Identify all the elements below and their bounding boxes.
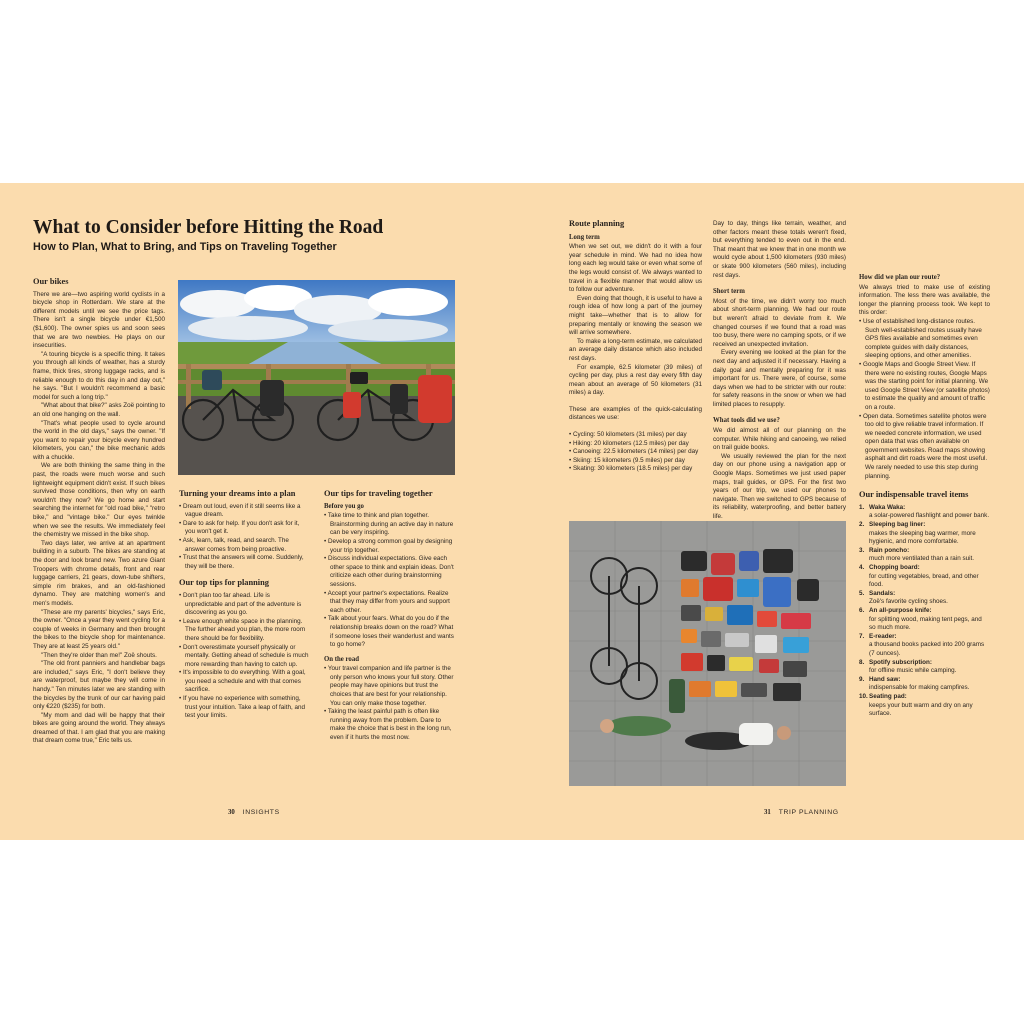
our-bikes-paragraph: "These are my parents' bicycles," says Eric, the owner. "Once a year they went cycling for a couple of weeks in Germany and then brought the bikes to the bicycle shop for maintenance. They are at least 25 years old." <box>33 608 165 650</box>
route-planning-column <box>569 220 702 474</box>
page-number: 30 <box>228 809 235 816</box>
list-item: • It's impossible to do everything. With a goal, you need a schedule and with that comes sacrifice. <box>179 669 309 695</box>
traveling-together-column <box>324 490 455 743</box>
left-page <box>0 183 512 840</box>
short-term-paragraph: Every evening we looked at the plan for the next day and adjusted it if necessary. Having a daily goal and mentally preparing for it was important for us. There were, of course, some days when we had to be stricter with our route: for safety reasons in the snow or when we had limited places to resupply. <box>713 349 846 408</box>
bikes-on-bridge-photo <box>178 280 455 475</box>
list-item: • Your travel companion and life partner is the only person who knows your full story. Other people may have opinions but trust the choices that are best for your relationship. You can only make those together. <box>324 665 455 708</box>
list-item: 8. Spotify subscription: for offline music while camping. <box>859 658 957 675</box>
dreams-list <box>179 503 309 572</box>
list-item: • Use of established long-distance routes. Such well-established routes usually have GPS files available and sometimes even complete guides with daily distances, sleeping options, and other amenities. <box>859 318 990 361</box>
list-item: • Trust that the answers will come. Suddenly, they will be there. <box>179 554 309 571</box>
list-item: 3. Rain poncho: much more ventilated than a rain suit. <box>859 546 975 563</box>
tools-heading: What tools did we use? <box>713 417 780 425</box>
examples-intro: These are examples of the quick-calculating distances we use: <box>569 405 702 422</box>
page-number: 31 <box>764 809 771 816</box>
list-item: • Skiing: 15 kilometers (9.5 miles) per day <box>569 457 702 466</box>
section-name: TRIP PLANNING <box>778 809 839 816</box>
on-the-road-list <box>324 665 455 742</box>
right-page-footer <box>764 809 839 816</box>
together-heading: Our tips for traveling together <box>324 489 433 498</box>
list-item: 2. Sleeping bag liner: makes the sleeping bag warmer, more hygienic, and more comfortable. <box>859 521 976 546</box>
our-bikes-paragraph: "A touring bicycle is a specific thing. It takes you through all kinds of weather, has a sturdy frame, thick tires, strong luggage racks, and is reliable enough to do this day in and day out," he says. "But I wouldn't recommend a basic model for such a long trip." <box>33 350 165 401</box>
list-item: 9. Hand saw: indispensable for making campfires. <box>859 675 970 692</box>
list-item: • Take time to think and plan together. Brainstorming during an active day in nature can be very inspiring. <box>324 512 455 538</box>
route-method-column <box>859 220 990 719</box>
short-term-heading: Short term <box>713 288 745 296</box>
page-title: What to Consider before Hitting the Road <box>33 217 384 238</box>
planning-tips-column <box>179 490 309 721</box>
our-bikes-heading: Our bikes <box>33 277 69 286</box>
list-item: • Don't plan too far ahead. Life is unpredictable and part of the adventure is discovering as you go. <box>179 592 309 618</box>
list-item: • Don't overestimate yourself physically or mentally. Getting ahead of schedule is much more rewarding than having to catch up. <box>179 644 309 670</box>
top-tips-list <box>179 592 309 721</box>
our-bikes-paragraph: Two days later, we arrive at an apartment building in a suburb. The bikes are standing at the door and look brand new. Two azure Giant Troopers with chrome details, front and rear luggage carriers, 21 gears, down-tube shifters, simple rim brakes, and an old-fashioned dynamo. They are matching women's and men's models. <box>33 539 165 607</box>
long-term-heading: Long term <box>569 233 600 241</box>
how-plan-heading: How did we plan our route? <box>859 274 941 281</box>
right-page <box>512 183 1024 840</box>
list-item: • Ask, learn, talk, read, and search. The answer comes from being proactive. <box>179 537 309 554</box>
long-term-paragraph: Even doing that though, it is useful to have a rough idea of how long a part of the journey might take—whether that is to allow for preparing mentally or knowing the season we will arrive somewhere. <box>569 294 702 337</box>
long-term-paragraph: To make a long-term estimate, we calculated an average daily distance which also included rest days. <box>569 337 702 362</box>
list-item: • If you have no experience with something, trust your intuition. Take a leap of faith, and test your limits. <box>179 695 309 721</box>
short-term-paragraph: Most of the time, we didn't worry too much about short-term planning. We had our route but weren't afraid to deviate from it. We changed courses if we found that a road was too busy, there were no camping spots, or if we received an unexpected invitation. <box>713 297 846 348</box>
list-item: • Discuss individual expectations. Give each other space to think and explain ideas. Don't criticize each other during brainstorming sessions. <box>324 555 455 589</box>
long-term-paragraph: For example, 62.5 kilometer (39 miles) of cycling per day, plus a rest day every fifth day mean about an average of 50 kilometers (31 miles) a day. <box>569 363 702 397</box>
tools-paragraph: We usually reviewed the plan for the next day on our phone using a navigation app or Google Maps. Sometimes we just used paper maps, trail guides, or GPS. For the first two years of our trip, we used our phones to navigate. Then we switched to GPS because of its reliability, waterproofing, and better battery life. <box>713 452 846 520</box>
gear-flatlay-image <box>569 521 846 786</box>
top-tips-heading: Our top tips for planning <box>179 578 269 588</box>
list-item: 10. Seating pad: keeps your butt warm and dry on any surface. <box>859 692 973 718</box>
dreams-heading: Turning your dreams into a plan <box>179 489 296 498</box>
our-bikes-paragraph: "Then they're older than me!" Zoë shouts. <box>41 651 157 659</box>
our-bikes-paragraph: "What about that bike?" asks Zoë pointing to an old one hanging on the wall. <box>33 402 165 418</box>
bikes-on-bridge-image <box>178 280 455 475</box>
travel-items-list <box>859 504 990 719</box>
our-bikes-column <box>33 278 165 746</box>
list-item: 7. E-reader: a thousand books packed into 200 grams (7 ounces). <box>859 632 985 657</box>
section-name: INSIGHTS <box>242 809 280 816</box>
list-item: 4. Chopping board: for cutting vegetables, bread, and other food. <box>859 564 979 589</box>
before-you-go-heading: Before you go <box>324 502 364 510</box>
travel-items-heading: Our indispensable travel items <box>859 490 969 500</box>
list-item: 6. An all-purpose knife: for splitting wood, making tent pegs, and so much more. <box>859 606 982 632</box>
list-item: • Dream out loud, even if it still seems like a vague dream. <box>179 503 309 520</box>
list-item: • Google Maps and Google Street View. If there were no existing routes, Google Maps was the starting point for initial planning. We used Google Street View (or satellite photos) to estimate the quality and amount of traffic on a route. <box>859 361 990 413</box>
list-item: • Canoeing: 22.5 kilometers (14 miles) per day <box>569 448 702 457</box>
our-bikes-paragraph: "My mom and dad will be happy that their bikes are going around the world. They always dreamed of that. I am glad that you are making that dream come true," Eric tells us. <box>33 711 165 745</box>
list-item: • Hiking: 20 kilometers (12.5 miles) per day <box>569 440 702 449</box>
magazine-spread <box>0 183 1024 840</box>
list-item: • Cycling: 50 kilometers (31 miles) per day <box>569 431 702 440</box>
list-item: • Talk about your fears. What do you do if the relationship breaks down on the road? What if someone loses their wanderlust and wants to go home? <box>324 615 455 649</box>
tools-paragraph: We did almost all of our planning on the computer. While hiking and canoeing, we relied on trail guide books. <box>713 427 846 452</box>
short-term-column <box>713 220 846 522</box>
how-plan-list <box>859 318 990 481</box>
left-page-footer <box>228 809 280 816</box>
our-bikes-paragraph: "That's what people used to cycle around the world in the old days," says the owner. "If you want to repair your bicycle every hundred kilometers, you can," the bike mechanic adds with a chuckle. <box>33 419 165 461</box>
page-subtitle: How to Plan, What to Bring, and Tips on Traveling Together <box>33 241 337 253</box>
list-item: • Skating: 30 kilometers (18.5 miles) per day <box>569 465 702 474</box>
long-term-continued: Day to day, things like terrain, weather, and other factors meant these totals weren't fixed, but everything tended to even out in the end. That meant that we knew that in one month we would cycle about 1,500 kilometers (930 miles) or skate 900 kilometers (560 miles), including rest days. <box>713 220 846 279</box>
list-item: • Develop a strong common goal by designing your trip together. <box>324 538 455 555</box>
gear-flatlay-photo <box>569 521 846 786</box>
list-item: 5. Sandals: Zoë's favorite cycling shoes. <box>859 589 948 606</box>
list-item: 1. Waka Waka: a solar-powered flashlight and power bank. <box>859 503 990 520</box>
our-bikes-paragraph: We are both thinking the same thing in the past, the roads were much worse and such lightweight equipment didn't exist. If such bikes survived those conditions, then why on earth wouldn't they now? We go home and start searching the internet for "old road bike," "retro bike," and "vintage bike." Our eyes twinkle when we see the results. We immediately feel the chemistry we missed in the bike shop. <box>33 462 165 539</box>
list-item: • Dare to ask for help. If you don't ask for it, you won't get it. <box>179 520 309 537</box>
before-you-go-list <box>324 512 455 650</box>
how-plan-intro: We always tried to make use of existing information. The less there was available, the longer the planning process took. We kept to this order: <box>859 283 990 317</box>
route-planning-heading: Route planning <box>569 219 625 228</box>
list-item: • Taking the least painful path is often like running away from the problem. Dare to make the choice that is best in the long run, even if it hurts the most now. <box>324 708 455 742</box>
long-term-paragraph: When we set out, we didn't do it with a four year schedule in mind. We had no idea how long each leg would take or even what some of the legs would consist of. We always wanted to travel in a flexible manner that would allow us to follow our adventure. <box>569 243 702 294</box>
list-item: • Leave enough white space in the planning. The further ahead you plan, the more room there should be for flexibility. <box>179 618 309 644</box>
on-the-road-heading: On the road <box>324 655 359 663</box>
distance-examples-list <box>569 431 702 474</box>
list-item: • Accept your partner's expectations. Realize that they may differ from yours and support each other. <box>324 590 455 616</box>
our-bikes-paragraph: "The old front panniers and handlebar bags are included," says Eric, "I don't believe they are waterproof, but maybe they will come in handy." Ten minutes later we are standing with the bicycles by the trunk of our car having paid only €220 ($235) for both. <box>33 660 165 711</box>
list-item: • Open data. Sometimes satellite photos were too old to give reliable travel information. If we needed concrete information, we used open data that was often available on government websites. Road maps showing asphalt and dirt roads were the most useful. We rarely needed to use this step during planning. <box>859 413 990 482</box>
our-bikes-paragraph: There we are—two aspiring world cyclists in a bicycle shop in Rotterdam. We stare at the different models until we see the price tags. There isn't a single bicycle under €1,500 ($1,600). The owner spies us and soon sees that we are two newbies. He plays on our insecurities. <box>33 290 165 350</box>
